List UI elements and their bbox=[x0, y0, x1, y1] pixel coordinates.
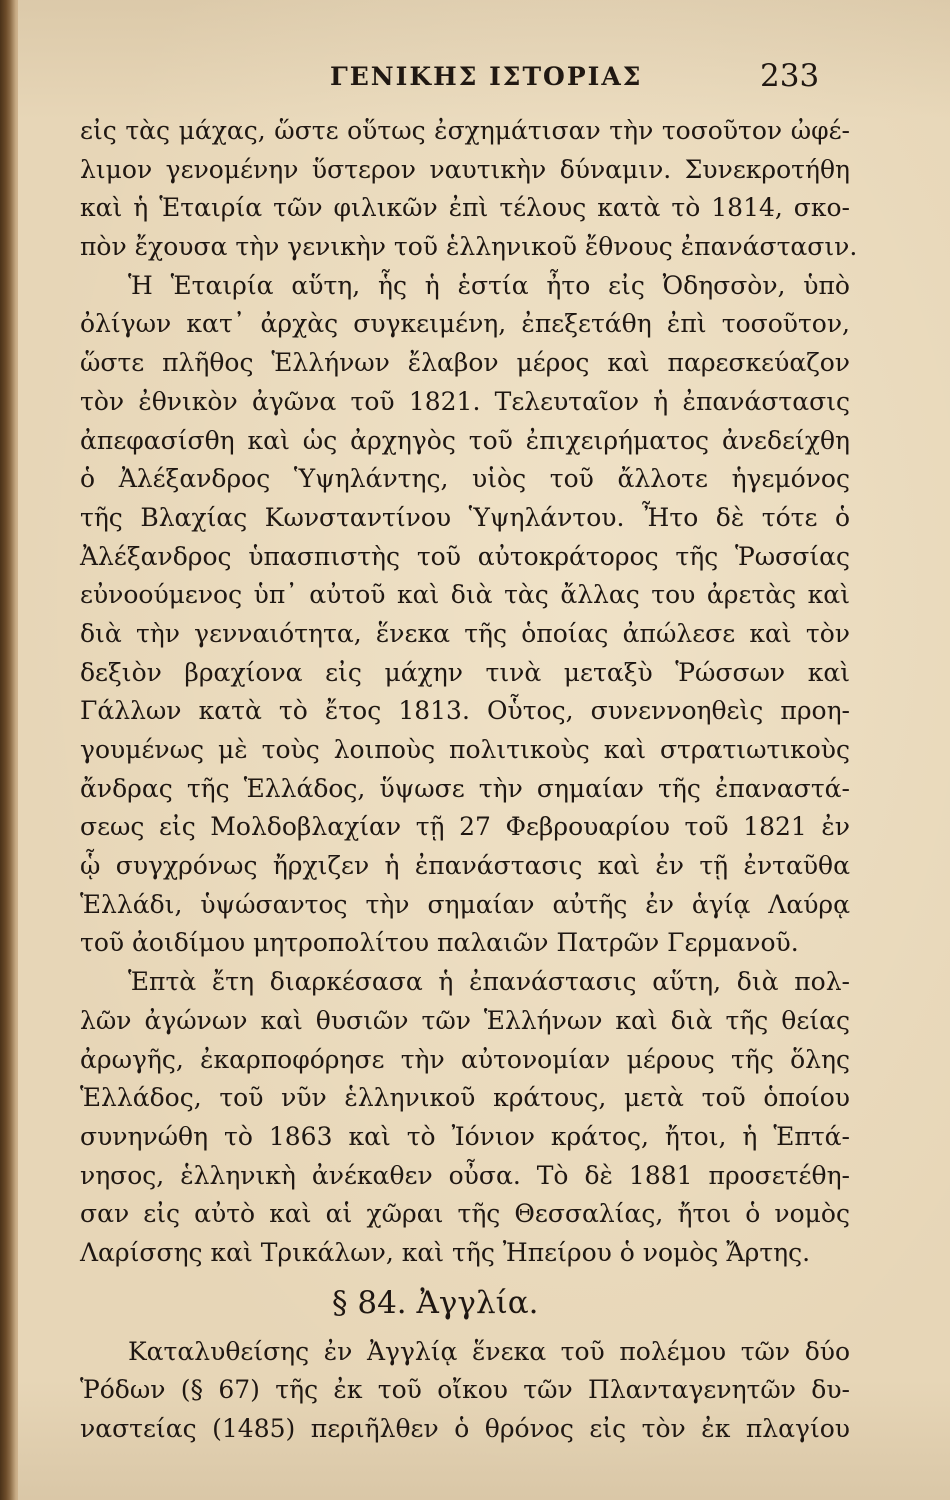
text-line: ὀλίγων κατ᾽ ἀρχὰς συγκειμένη, ἐπεξετάθη ἐπὶ τοσοῦτον, bbox=[80, 309, 850, 339]
text-line: Γάλλων κατὰ τὸ ἔτος 1813. Οὗτος, συνεννοηθεὶς προη- bbox=[80, 696, 850, 726]
body-text bbox=[80, 112, 858, 1449]
text-line: Ἀλέξανδρος ὑπασπιστὴς τοῦ αὐτοκράτορος τῆς Ῥωσσίας bbox=[80, 541, 850, 571]
text-line: δεξιὸν βραχίονα εἰς μάχην τινὰ μεταξὺ Ῥώσσων καὶ bbox=[80, 657, 850, 687]
book-page bbox=[18, 0, 950, 1500]
text-line: Ῥόδων (§ 67) τῆς ἐκ τοῦ οἴκου τῶν Πλανταγενητῶν δυ- bbox=[80, 1375, 850, 1405]
text-line: συνηνώθη τὸ 1863 καὶ τὸ Ἰόνιον κράτος, ἤτοι, ἡ Ἑπτά- bbox=[80, 1121, 850, 1151]
text-line: ναστείας (1485) περιῆλθεν ὁ θρόνος εἰς τὸν ἐκ πλαγίου bbox=[80, 1414, 850, 1443]
paragraph-start-line: Καταλυθείσης ἐν Ἀγγλίᾳ ἕνεκα τοῦ πολέμου τῶν δύο bbox=[128, 1336, 850, 1366]
page-header bbox=[18, 58, 950, 98]
text-line: ὁ Ἀλέξανδρος Ὑψηλάντης, υἱὸς τοῦ ἄλλοτε ἡγεμόνος bbox=[80, 464, 850, 494]
paragraph-start-line: Ἑπτὰ ἔτη διαρκέσασα ἡ ἐπανάστασις αὕτη, διὰ πολ- bbox=[128, 967, 850, 997]
running-title: ΓΕΝΙΚΗΣ ΙΣΤΟΡΙΑΣ bbox=[330, 62, 643, 91]
text-line: γουμένως μὲ τοὺς λοιποὺς πολιτικοὺς καὶ στρατιωτικοὺς bbox=[80, 735, 850, 764]
text-line: Λαρίσσης καὶ Τρικάλων, καὶ τῆς Ἠπείρου ὁ νομὸς Ἄρτης. bbox=[80, 1237, 811, 1267]
text-line: ὥστε πλῆθος Ἑλλήνων ἔλαβον μέρος καὶ παρεσκεύαζον bbox=[80, 348, 850, 378]
text-line: εἰς τὰς μάχας, ὥστε οὕτως ἐσχημάτισαν τὴν τοσοῦτον ὠφέ- bbox=[80, 116, 850, 145]
text-line: ἀπεφασίσθη καὶ ὡς ἀρχηγὸς τοῦ ἐπιχειρήματος ἀνεδείχθη bbox=[80, 425, 850, 455]
text-line: διὰ τὴν γενναιότητα, ἕνεκα τῆς ὁποίας ἀπώλεσε καὶ τὸν bbox=[80, 618, 850, 648]
text-line: Ἑλλάδος, τοῦ νῦν ἑλληνικοῦ κράτους, μετὰ τοῦ ὁποίου bbox=[80, 1083, 850, 1113]
text-line: τοῦ ἀοιδίμου μητροπολίτου παλαιῶν Πατρῶν Γερμανοῦ. bbox=[80, 928, 799, 958]
text-line: ἄνδρας τῆς Ἑλλάδος, ὕψωσε τὴν σημαίαν τῆς ἐπαναστά- bbox=[80, 773, 850, 803]
text-line: λιμον γενομένην ὕστερον ναυτικὴν δύναμιν. Συνεκροτήθη bbox=[80, 154, 850, 184]
text-line: εὐνοούμενος ὑπ᾽ αὐτοῦ καὶ διὰ τὰς ἄλλας του ἀρετὰς καὶ bbox=[80, 580, 850, 610]
text-line: πὸν ἔχουσα τὴν γενικὴν τοῦ ἑλληνικοῦ ἔθνους ἐπανάστασιν. bbox=[80, 232, 858, 262]
text-line: ᾧ συγχρόνως ἤρχιζεν ἡ ἐπανάστασις καὶ ἐν τῇ ἐνταῦθα bbox=[80, 851, 850, 881]
text-line: καὶ ἡ Ἑταιρία τῶν φιλικῶν ἐπὶ τέλους κατὰ τὸ 1814, σκο- bbox=[80, 193, 850, 223]
section-heading: § 84. Ἀγγλία. bbox=[332, 1284, 539, 1321]
page-number: 233 bbox=[760, 58, 820, 94]
text-line: ἀρωγῆς, ἐκαρποφόρησε τὴν αὐτονομίαν μέρους τῆς ὅλης bbox=[80, 1044, 850, 1074]
text-line: τὸν ἐθνικὸν ἀγῶνα τοῦ 1821. Τελευταῖον ἡ ἐπανάστασις bbox=[80, 386, 850, 416]
paragraph-start-line: Ἡ Ἑταιρία αὕτη, ἧς ἡ ἑστία ἦτο εἰς Ὀδησσὸν, ὑπὸ bbox=[128, 270, 850, 300]
text-line: τῆς Βλαχίας Κωνσταντίνου Ὑψηλάντου. Ἦτο δὲ τότε ὁ bbox=[80, 502, 850, 532]
text-line: σαν εἰς αὐτὸ καὶ αἱ χῶραι τῆς Θεσσαλίας, ἤτοι ὁ νομὸς bbox=[80, 1199, 850, 1229]
text-line: σεως εἰς Μολδοβλαχίαν τῇ 27 Φεβρουαρίου τοῦ 1821 ἐν bbox=[80, 812, 850, 842]
text-line: νησος, ἑλληνικὴ ἀνέκαθεν οὖσα. Τὸ δὲ 1881 προσετέθη- bbox=[80, 1160, 850, 1190]
text-line: λῶν ἀγώνων καὶ θυσιῶν τῶν Ἑλλήνων καὶ διὰ τῆς θείας bbox=[80, 1005, 850, 1035]
text-line: Ἑλλάδι, ὑψώσαντος τὴν σημαίαν αὐτῆς ἐν ἁγίᾳ Λαύρᾳ bbox=[80, 889, 850, 919]
